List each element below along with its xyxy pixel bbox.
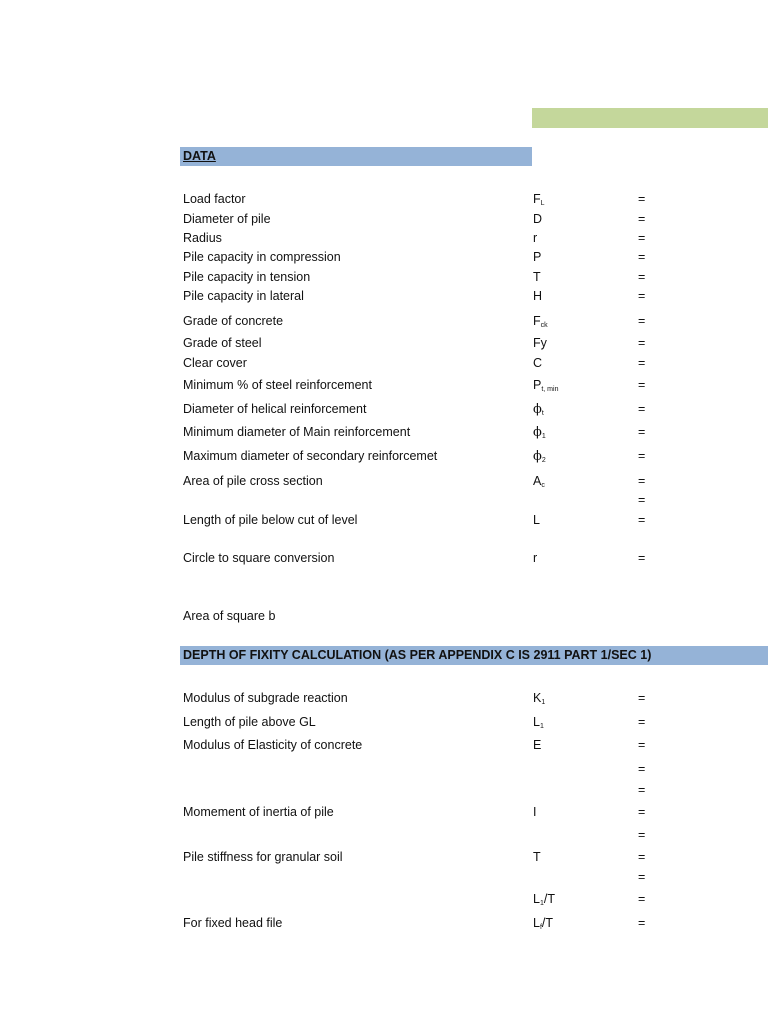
fixity-row bbox=[0, 848, 768, 866]
data-row-label: Circle to square conversion bbox=[183, 551, 335, 565]
data-row-equals: = bbox=[638, 356, 646, 370]
data-row-equals: = bbox=[638, 474, 646, 488]
data-row-symbol bbox=[533, 400, 544, 423]
data-row-label: Pile capacity in tension bbox=[183, 270, 311, 284]
data-row-label: Grade of concrete bbox=[183, 314, 284, 328]
data-row bbox=[0, 190, 768, 208]
data-row-label: Radius bbox=[183, 231, 222, 245]
fixity-row-label: Modulus of Elasticity of concrete bbox=[183, 738, 363, 752]
data-row-label: Grade of steel bbox=[183, 336, 262, 350]
data-row-symbol bbox=[533, 423, 546, 446]
fixity-row-equals: = bbox=[638, 916, 646, 930]
data-symbol-subscript: t, min bbox=[541, 386, 559, 393]
fixity-symbol-base: I bbox=[533, 805, 537, 819]
fixity-row-equals: = bbox=[638, 892, 646, 906]
data-row bbox=[0, 400, 768, 418]
data-row-label: Minimum % of steel reinforcement bbox=[183, 378, 372, 392]
data-symbol-subscript: 1 bbox=[541, 433, 546, 440]
fixity-row bbox=[0, 689, 768, 707]
fixity-row-equals: = bbox=[638, 762, 646, 776]
fixity-row-label: Modulus of subgrade reaction bbox=[183, 691, 348, 705]
data-row-label: Load factor bbox=[183, 192, 246, 206]
fixity-row-equals: = bbox=[638, 805, 646, 819]
fixity-row-equals: = bbox=[638, 783, 646, 797]
fixity-row bbox=[0, 914, 768, 932]
fixity-row-label: Pile stiffness for granular soil bbox=[183, 850, 343, 864]
fixity-section-header: DEPTH OF FIXITY CALCULATION (AS PER APPENDIX C IS 2911 PART 1/SEC 1) bbox=[180, 646, 768, 665]
data-row bbox=[0, 511, 768, 529]
data-symbol-base: C bbox=[533, 356, 543, 370]
data-row-equals: = bbox=[638, 212, 646, 226]
fixity-symbol-subscript: 1 bbox=[539, 723, 544, 730]
fixity-row-symbol bbox=[533, 689, 545, 712]
data-row bbox=[0, 491, 768, 509]
data-row bbox=[0, 447, 768, 465]
fixity-row bbox=[0, 760, 768, 778]
data-symbol-base: D bbox=[533, 212, 543, 226]
data-row-symbol bbox=[533, 229, 537, 247]
fixity-row-equals: = bbox=[638, 870, 646, 884]
data-row-label: Minimum diameter of Main reinforcement bbox=[183, 425, 411, 439]
data-symbol-base: r bbox=[533, 551, 538, 565]
data-row-symbol bbox=[533, 334, 547, 352]
fixity-row-symbol bbox=[533, 848, 541, 866]
fixity-symbol-suffix: /T bbox=[543, 892, 555, 906]
data-row-equals: = bbox=[638, 250, 646, 264]
data-section-header: DATA bbox=[180, 147, 532, 166]
data-row-equals: = bbox=[638, 231, 646, 245]
data-symbol-base: P bbox=[533, 250, 542, 264]
fixity-symbol-base: T bbox=[533, 850, 541, 864]
data-symbol-base: F bbox=[533, 192, 541, 206]
data-row bbox=[0, 312, 768, 330]
data-row-label: Area of pile cross section bbox=[183, 474, 323, 488]
fixity-row-symbol bbox=[533, 713, 544, 736]
data-row-equals: = bbox=[638, 270, 646, 284]
data-row-symbol bbox=[533, 376, 558, 399]
data-symbol-base: r bbox=[533, 231, 538, 245]
data-symbol-base: A bbox=[533, 474, 542, 488]
data-row-symbol bbox=[533, 268, 541, 286]
fixity-symbol-base: K bbox=[533, 691, 542, 705]
data-row-symbol bbox=[533, 287, 542, 305]
fixity-row-equals: = bbox=[638, 738, 646, 752]
data-symbol-subscript: ck bbox=[540, 322, 548, 329]
data-row-symbol bbox=[533, 354, 542, 372]
data-row-label: Maximum diameter of secondary reinforcemet bbox=[183, 449, 438, 463]
fixity-row bbox=[0, 803, 768, 821]
fixity-row bbox=[0, 736, 768, 754]
fixity-symbol-base: E bbox=[533, 738, 542, 752]
data-row bbox=[0, 248, 768, 266]
fixity-row-equals: = bbox=[638, 850, 646, 864]
data-symbol-base: ϕ bbox=[533, 425, 542, 440]
fixity-row-symbol bbox=[533, 803, 536, 821]
highlight-bar bbox=[532, 108, 768, 128]
data-row-symbol bbox=[533, 447, 546, 470]
data-symbol-subscript: 2 bbox=[541, 457, 546, 464]
data-row bbox=[0, 268, 768, 286]
data-row-equals: = bbox=[638, 192, 646, 206]
data-row bbox=[0, 354, 768, 372]
fixity-symbol-base: L bbox=[533, 916, 540, 930]
fixity-symbol-subscript: 1 bbox=[539, 900, 544, 907]
data-row bbox=[0, 334, 768, 352]
data-symbol-base: ϕ bbox=[533, 449, 542, 464]
data-row-equals: = bbox=[638, 378, 646, 392]
fixity-row bbox=[0, 826, 768, 844]
data-symbol-subscript: t bbox=[541, 410, 544, 417]
data-row-equals: = bbox=[638, 425, 646, 439]
data-symbol-subscript: L bbox=[540, 200, 545, 207]
fixity-row-label: For fixed head file bbox=[183, 916, 283, 930]
data-row-label: Pile capacity in lateral bbox=[183, 289, 304, 303]
data-row bbox=[0, 210, 768, 228]
data-symbol-base: Fy bbox=[533, 336, 547, 350]
area-square-label: Area of square b bbox=[183, 609, 276, 623]
fixity-row-equals: = bbox=[638, 715, 646, 729]
fixity-row-label: Momement of inertia of pile bbox=[183, 805, 334, 819]
data-row-equals: = bbox=[638, 289, 646, 303]
data-row-equals: = bbox=[638, 551, 646, 565]
fixity-row-label: Length of pile above GL bbox=[183, 715, 316, 729]
data-symbol-base: P bbox=[533, 378, 542, 392]
fixity-symbol-suffix: /T bbox=[541, 916, 554, 930]
data-row-symbol bbox=[533, 549, 537, 567]
fixity-symbol-base: L bbox=[533, 715, 540, 729]
data-symbol-subscript: c bbox=[541, 482, 545, 489]
data-row bbox=[0, 287, 768, 305]
data-row-equals: = bbox=[638, 336, 646, 350]
data-row-label: Length of pile below cut of level bbox=[183, 513, 358, 527]
data-row bbox=[0, 376, 768, 394]
data-symbol-base: F bbox=[533, 314, 541, 328]
fixity-symbol-subscript: 1 bbox=[541, 699, 546, 706]
data-row-symbol bbox=[533, 210, 542, 228]
data-row-equals: = bbox=[638, 449, 646, 463]
data-row-equals: = bbox=[638, 493, 646, 507]
data-row-label: Clear cover bbox=[183, 356, 247, 370]
fixity-row bbox=[0, 713, 768, 731]
data-row-label: Diameter of helical reinforcement bbox=[183, 402, 367, 416]
fixity-row bbox=[0, 868, 768, 886]
data-symbol-base: L bbox=[533, 513, 540, 527]
fixity-row-equals: = bbox=[638, 828, 646, 842]
fixity-symbol-base: L bbox=[533, 892, 540, 906]
fixity-row-symbol bbox=[533, 914, 553, 937]
data-row bbox=[0, 549, 768, 567]
fixity-row-symbol bbox=[533, 736, 541, 754]
fixity-row-equals: = bbox=[638, 691, 646, 705]
data-row-equals: = bbox=[638, 402, 646, 416]
data-row-symbol bbox=[533, 312, 548, 335]
fixity-row bbox=[0, 890, 768, 908]
data-row-label: Pile capacity in compression bbox=[183, 250, 341, 264]
data-row-equals: = bbox=[638, 513, 646, 527]
fixity-row-symbol bbox=[533, 890, 555, 913]
data-row-equals: = bbox=[638, 314, 646, 328]
data-symbol-base: T bbox=[533, 270, 541, 284]
fixity-row bbox=[0, 781, 768, 799]
data-symbol-base: ϕ bbox=[533, 402, 542, 417]
data-row bbox=[0, 423, 768, 441]
data-row-symbol bbox=[533, 511, 540, 529]
data-row bbox=[0, 472, 768, 490]
data-row-symbol bbox=[533, 248, 541, 266]
data-row bbox=[0, 229, 768, 247]
data-row-label: Diameter of pile bbox=[183, 212, 271, 226]
fixity-symbol-subscript: f bbox=[539, 924, 542, 931]
data-symbol-base: H bbox=[533, 289, 543, 303]
